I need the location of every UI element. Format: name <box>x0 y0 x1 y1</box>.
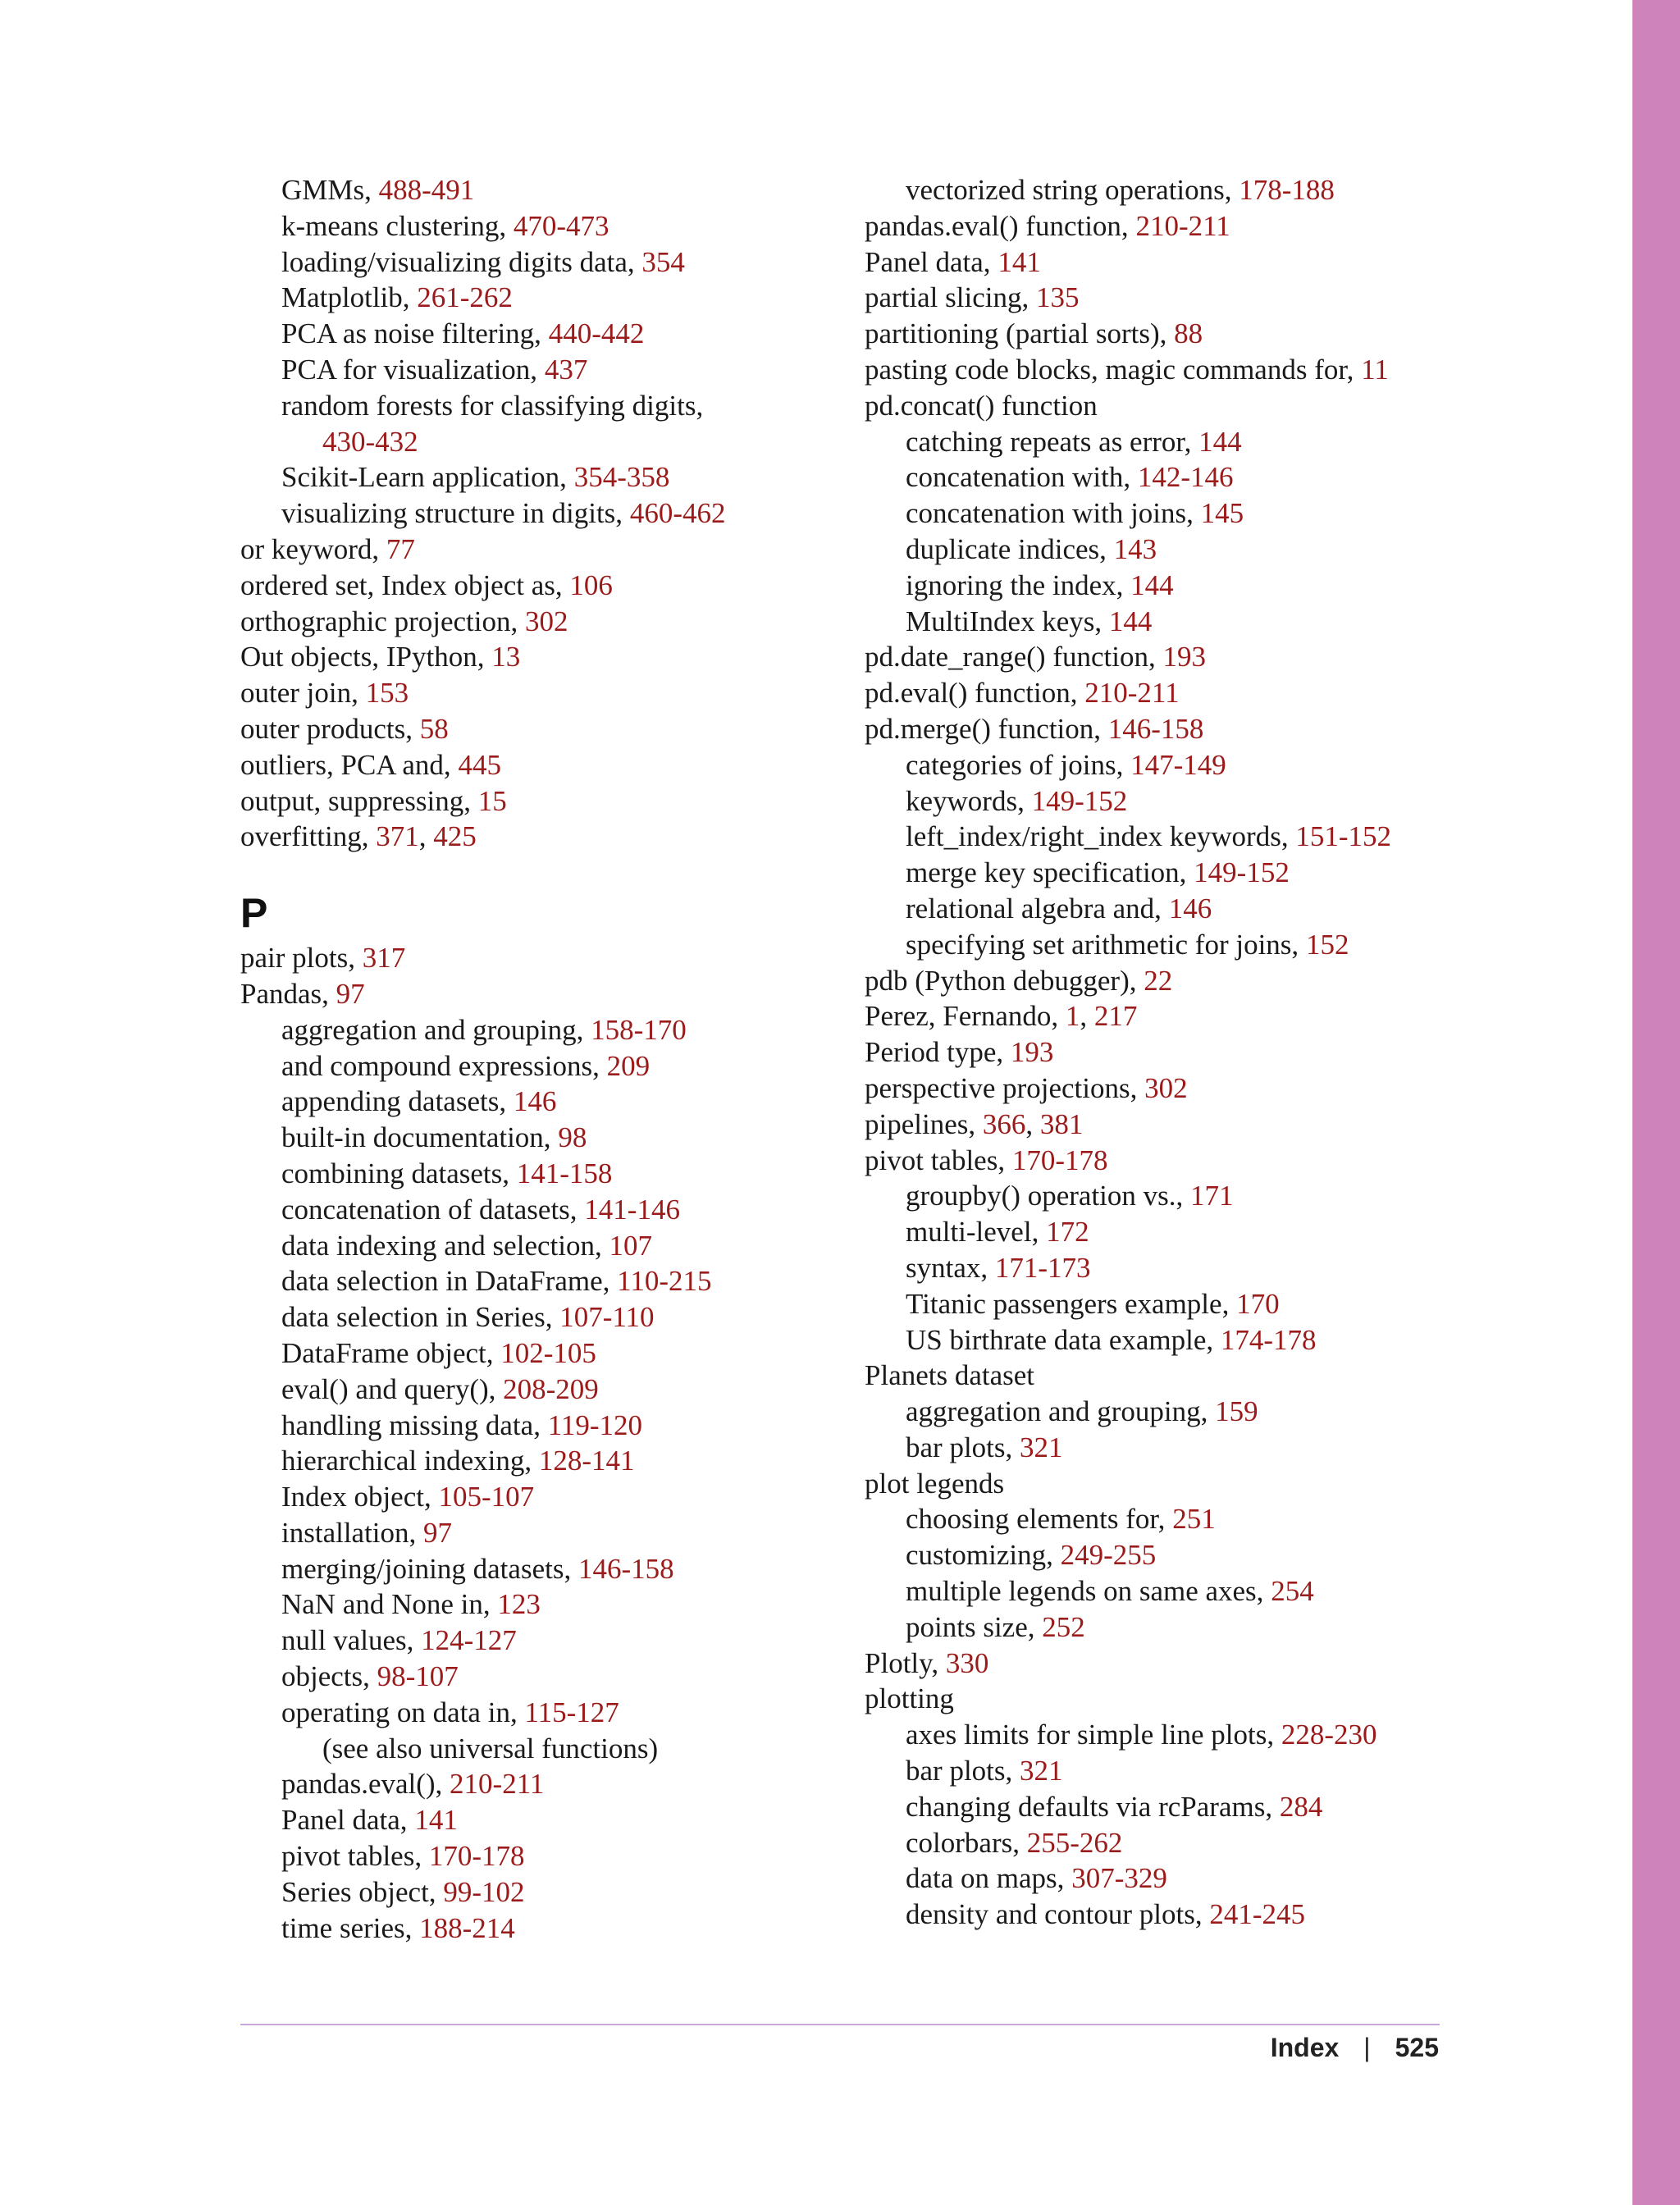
index-term: concatenation of datasets, <box>281 1193 585 1226</box>
page-reference-link[interactable]: 88 <box>1174 317 1203 350</box>
page-reference-link[interactable]: 178-188 <box>1239 174 1335 206</box>
index-term: outer products, <box>240 712 420 745</box>
page-reference-link[interactable]: 102-105 <box>500 1336 596 1369</box>
index-entry <box>865 1286 1455 1322</box>
page-reference-link[interactable]: 146 <box>513 1085 557 1118</box>
page-reference-link[interactable]: 146-158 <box>578 1552 674 1585</box>
index-entry <box>865 1825 1455 1861</box>
index-entry <box>240 352 831 388</box>
page-reference-link[interactable]: 141 <box>414 1804 458 1837</box>
page-reference-link[interactable]: 11 <box>1361 353 1389 386</box>
page-reference-link[interactable]: 170-178 <box>428 1840 525 1873</box>
index-term: operating on data in, <box>281 1696 525 1728</box>
index-term: aggregation and grouping, <box>906 1395 1216 1428</box>
page-reference-link[interactable]: 193 <box>1010 1036 1054 1069</box>
page-reference-link[interactable]: 171 <box>1190 1180 1234 1212</box>
page-reference-link[interactable]: 149-152 <box>1031 784 1128 817</box>
index-entry <box>865 532 1455 568</box>
index-term: MultiIndex keys, <box>906 605 1109 637</box>
page-reference-link[interactable]: 284 <box>1279 1790 1323 1823</box>
index-term: relational algebra and, <box>906 892 1169 924</box>
index-term: bar plots, <box>906 1431 1020 1463</box>
index-entry <box>240 1012 831 1048</box>
index-entry <box>240 1874 831 1911</box>
index-term: data selection in Series, <box>281 1301 560 1334</box>
index-entry <box>240 1838 831 1874</box>
index-entry <box>865 927 1455 963</box>
index-term: pd.concat() function <box>865 389 1098 422</box>
page-reference-link[interactable]: 261-262 <box>417 281 513 314</box>
index-term: data selection in DataFrame, <box>281 1265 618 1298</box>
index-term: pipelines, <box>865 1107 983 1140</box>
index-term: handling missing data, <box>281 1408 548 1441</box>
index-entry <box>240 1120 831 1156</box>
index-term: appending datasets, <box>281 1085 514 1118</box>
page-reference-link[interactable]: 77 <box>386 532 415 565</box>
index-entry <box>865 783 1455 819</box>
page-number: 525 <box>1395 2033 1439 2062</box>
index-term: (see also universal functions) <box>322 1732 659 1764</box>
index-entry <box>240 783 831 819</box>
index-term: random forests for classifying digits, <box>281 389 704 422</box>
index-entry <box>865 1071 1455 1107</box>
index-term: multi-level, <box>906 1216 1047 1249</box>
index-entry <box>240 604 831 640</box>
index-entry: pipelines, 366, 381 <box>865 1107 1084 1140</box>
page-reference-link[interactable]: 193 <box>1162 641 1206 673</box>
page-reference-link[interactable]: 437 <box>544 353 588 386</box>
page-reference-link[interactable]: 172 <box>1046 1216 1089 1249</box>
index-entry <box>240 639 831 675</box>
page-reference-link[interactable]: 152 <box>1305 928 1349 961</box>
index-term: DataFrame object, <box>281 1336 501 1369</box>
index-term: NaN and None in, <box>281 1588 498 1621</box>
index-term: density and contour plots, <box>906 1898 1210 1931</box>
index-term: concatenation with, <box>906 461 1138 494</box>
index-term: merging/joining datasets, <box>281 1552 578 1585</box>
index-entry <box>865 1573 1455 1609</box>
page-reference-link[interactable]: 141-158 <box>516 1157 613 1189</box>
index-term: or keyword, <box>240 532 386 565</box>
index-entry <box>865 1753 1455 1789</box>
index-entry <box>865 1322 1455 1358</box>
index-term: syntax, <box>906 1251 995 1284</box>
page-reference-link[interactable]: 144 <box>1108 605 1153 637</box>
index-term: changing defaults via rcParams, <box>906 1790 1280 1823</box>
index-entry <box>240 1731 831 1767</box>
index-entry <box>865 172 1455 208</box>
page-reference-link[interactable]: 366 <box>982 1107 1026 1140</box>
index-term: and compound expressions, <box>281 1049 607 1082</box>
index-term: Titanic passengers example, <box>906 1287 1237 1320</box>
index-column-left <box>240 172 831 1946</box>
index-entry <box>240 1766 831 1802</box>
page-reference-link[interactable]: 302 <box>524 605 568 637</box>
index-term: customizing, <box>906 1539 1061 1572</box>
index-term: loading/visualizing digits data, <box>281 245 642 278</box>
index-term: Planets dataset <box>865 1359 1035 1392</box>
index-term: orthographic projection, <box>240 605 525 637</box>
index-term: colorbars, <box>906 1826 1027 1859</box>
footer-rule <box>240 2024 1440 2025</box>
index-term: pd.eval() function, <box>865 677 1085 710</box>
index-term: catching repeats as error, <box>906 425 1199 458</box>
index-term: pivot tables, <box>281 1840 429 1873</box>
page-reference-link[interactable]: 210-211 <box>1135 209 1230 242</box>
index-term: Out objects, IPython, <box>240 641 492 673</box>
page-reference-link[interactable]: 354-358 <box>573 461 670 494</box>
page-reference-link[interactable]: 153 <box>365 677 409 710</box>
page-reference-link[interactable]: 149-152 <box>1194 856 1290 889</box>
index-entry <box>865 1466 1455 1502</box>
index-term: plotting <box>865 1682 954 1715</box>
index-term: GMMs, <box>281 174 379 206</box>
index-entry: overfitting, 371, 425 <box>240 820 477 853</box>
page-reference-link[interactable]: 208-209 <box>503 1372 599 1405</box>
footer-section-label: Index <box>1270 2033 1340 2062</box>
page-reference-link[interactable]: 147-149 <box>1130 748 1226 781</box>
page-reference-link[interactable]: 317 <box>362 942 406 975</box>
index-entry <box>865 424 1455 460</box>
page-reference-link[interactable]: 460-462 <box>629 497 726 530</box>
page-reference-link[interactable]: 13 <box>491 641 521 673</box>
index-term: pdb (Python debugger), <box>865 964 1144 997</box>
index-term: axes limits for simple line plots, <box>906 1719 1281 1751</box>
index-entry <box>240 675 831 711</box>
index-entry <box>240 459 831 495</box>
index-entry <box>240 1228 831 1264</box>
page-reference-link[interactable]: 22 <box>1144 964 1173 997</box>
index-entry: Perez, Fernando, 1, 217 <box>865 1000 1138 1033</box>
page-reference-link[interactable]: 144 <box>1198 425 1242 458</box>
index-term: aggregation and grouping, <box>281 1013 591 1046</box>
index-term: built-in documentation, <box>281 1121 559 1154</box>
page-reference-link[interactable]: 141-146 <box>584 1193 680 1226</box>
page-reference-link[interactable]: 354 <box>641 245 685 278</box>
index-term: Matplotlib, <box>281 281 418 314</box>
page-reference-link[interactable]: 302 <box>1144 1071 1188 1104</box>
index-entry <box>240 1911 831 1947</box>
index-entry <box>865 568 1455 604</box>
page-reference-link[interactable]: 135 <box>1035 281 1080 314</box>
index-entry <box>240 1048 831 1084</box>
index-entry <box>865 891 1455 927</box>
index-term: Series object, <box>281 1875 444 1908</box>
index-entry <box>240 747 831 783</box>
page-reference-link[interactable]: 158-170 <box>591 1013 687 1046</box>
index-term: pd.merge() function, <box>865 712 1108 745</box>
index-term: Period type, <box>865 1036 1011 1069</box>
index-entry <box>240 1335 831 1372</box>
index-term: perspective projections, <box>865 1071 1145 1104</box>
index-entry <box>240 940 831 976</box>
index-term: hierarchical indexing, <box>281 1445 539 1477</box>
index-term: Scikit-Learn application, <box>281 461 574 494</box>
index-entry <box>865 1358 1455 1394</box>
index-term: duplicate indices, <box>906 532 1114 565</box>
index-term: multiple legends on same axes, <box>906 1575 1271 1608</box>
index-term: overfitting, <box>240 820 377 853</box>
page-reference-link[interactable]: 255-262 <box>1026 1826 1123 1859</box>
index-entry <box>240 532 831 568</box>
index-entry <box>240 388 831 424</box>
index-term: ordered set, Index object as, <box>240 568 570 601</box>
page-reference-link[interactable]: 107-110 <box>559 1301 655 1334</box>
index-term: specifying set arithmetic for joins, <box>906 928 1306 961</box>
index-entry <box>240 1551 831 1587</box>
page-reference-link[interactable]: 488-491 <box>378 174 475 206</box>
index-term: Plotly, <box>865 1646 946 1679</box>
index-term: combining datasets, <box>281 1157 517 1189</box>
index-entry <box>865 1897 1455 1933</box>
index-term: ignoring the index, <box>906 568 1131 601</box>
page-reference-link[interactable]: 321 <box>1020 1755 1063 1787</box>
page-reference-link[interactable]: 171-173 <box>994 1251 1091 1284</box>
index-entry <box>240 1443 831 1479</box>
page-reference-link[interactable]: 381 <box>1039 1107 1084 1140</box>
page-reference-link[interactable]: 97 <box>423 1516 453 1549</box>
index-entry <box>865 1143 1455 1179</box>
index-term: Perez, Fernando, <box>865 1000 1066 1033</box>
index-entry <box>865 1501 1455 1537</box>
index-entry <box>865 675 1455 711</box>
index-term: pandas.eval(), <box>281 1768 450 1801</box>
index-term: objects, <box>281 1660 377 1693</box>
index-column-right <box>865 172 1455 1933</box>
page-reference-link[interactable]: 110-215 <box>617 1265 712 1298</box>
page-reference-link[interactable]: 249-255 <box>1060 1539 1157 1572</box>
index-term: visualizing structure in digits, <box>281 497 630 530</box>
index-entry <box>240 1156 831 1192</box>
index-entry <box>865 1214 1455 1250</box>
index-term: k-means clustering, <box>281 209 514 242</box>
page-reference-link[interactable]: 58 <box>419 712 449 745</box>
section-heading: P <box>240 890 268 937</box>
index-entry <box>865 1789 1455 1825</box>
page-reference-link[interactable]: 470-473 <box>513 209 609 242</box>
index-entry <box>240 208 831 244</box>
page-reference-link[interactable]: 425 <box>433 820 477 853</box>
index-entry <box>865 855 1455 891</box>
index-term: partial slicing, <box>865 281 1036 314</box>
page-reference-link[interactable]: 445 <box>458 748 501 781</box>
index-term: installation, <box>281 1516 424 1549</box>
index-term: bar plots, <box>906 1755 1020 1787</box>
index-term: eval() and query(), <box>281 1372 504 1405</box>
page-reference-link[interactable]: 97 <box>336 977 365 1010</box>
page-reference-link[interactable]: 330 <box>945 1646 989 1679</box>
page-reference-link[interactable]: 141 <box>998 245 1041 278</box>
page-reference-link[interactable]: 119-120 <box>547 1408 643 1441</box>
index-entry <box>240 1372 831 1408</box>
page-reference-link[interactable]: 430-432 <box>322 425 418 458</box>
index-entry <box>240 1802 831 1838</box>
page-reference-link[interactable]: 321 <box>1020 1431 1063 1463</box>
page-reference-link[interactable]: 252 <box>1042 1610 1085 1643</box>
index-entry <box>240 172 831 208</box>
index-entry <box>865 1646 1455 1682</box>
index-entry <box>865 316 1455 352</box>
index-entry <box>240 244 831 281</box>
page-reference-link[interactable]: 1 <box>1065 1000 1080 1033</box>
page-reference-link[interactable]: 371 <box>376 820 419 853</box>
index-entry <box>865 1860 1455 1897</box>
index-entry <box>865 747 1455 783</box>
index-term: pasting code blocks, magic commands for, <box>865 353 1362 386</box>
index-term: null values, <box>281 1624 422 1657</box>
page-reference-link[interactable]: 241-245 <box>1209 1898 1306 1931</box>
index-entry <box>240 1479 831 1515</box>
index-entry <box>865 459 1455 495</box>
index-entry <box>865 280 1455 316</box>
page-reference-link[interactable]: 210-211 <box>1084 677 1180 710</box>
index-entry <box>240 1408 831 1444</box>
page-reference-link[interactable]: 159 <box>1215 1395 1258 1428</box>
index-entry <box>865 1609 1455 1646</box>
page-reference-link[interactable]: 188-214 <box>419 1911 515 1944</box>
page-reference-link[interactable]: 170 <box>1236 1287 1280 1320</box>
index-term: points size, <box>906 1610 1043 1643</box>
thumb-index-tab <box>1632 0 1680 2205</box>
index-entry <box>240 1695 831 1731</box>
index-term: PCA as noise filtering, <box>281 317 549 350</box>
index-term: pair plots, <box>240 942 363 975</box>
index-entry <box>865 1178 1455 1214</box>
index-entry <box>865 819 1455 855</box>
index-entry <box>865 1394 1455 1430</box>
page-reference-link[interactable]: 228-230 <box>1281 1719 1377 1751</box>
index-term: vectorized string operations, <box>906 174 1239 206</box>
page-reference-link[interactable]: 251 <box>1172 1503 1216 1536</box>
page-reference-link[interactable]: 174-178 <box>1220 1323 1317 1356</box>
index-term: pandas.eval() function, <box>865 209 1136 242</box>
index-term: outer join, <box>240 677 366 710</box>
page-reference-link[interactable]: 99-102 <box>443 1875 525 1908</box>
page-reference-link[interactable]: 106 <box>569 568 613 601</box>
index-entry <box>240 424 831 460</box>
page-reference-link[interactable]: 144 <box>1130 568 1174 601</box>
index-entry <box>865 1250 1455 1286</box>
index-term: left_index/right_index keywords, <box>906 820 1296 853</box>
index-entry <box>240 1299 831 1335</box>
index-term: data indexing and selection, <box>281 1229 609 1262</box>
footer-separator: | <box>1363 2033 1371 2062</box>
page-reference-link[interactable]: 307-329 <box>1071 1862 1167 1895</box>
index-term: categories of joins, <box>906 748 1131 781</box>
page-reference-link[interactable]: 98-107 <box>377 1660 459 1693</box>
index-entry <box>865 352 1455 388</box>
page-reference-link[interactable]: 145 <box>1200 497 1244 530</box>
index-term: PCA for visualization, <box>281 353 545 386</box>
index-entry <box>240 976 831 1012</box>
index-entry <box>240 1659 831 1695</box>
index-term: Panel data, <box>281 1804 415 1837</box>
index-entry <box>865 1681 1455 1717</box>
page-reference-link[interactable]: 143 <box>1113 532 1157 565</box>
page-footer <box>1271 2033 1439 2063</box>
page-reference-link[interactable]: 151-152 <box>1295 820 1391 853</box>
page-reference-link[interactable]: 209 <box>606 1049 651 1082</box>
index-term: groupby() operation vs., <box>906 1180 1191 1212</box>
index-entry <box>865 1717 1455 1753</box>
index-term: choosing elements for, <box>906 1503 1173 1536</box>
page-reference-link[interactable]: 170-178 <box>1011 1144 1108 1176</box>
index-entry <box>240 1263 831 1299</box>
index-term: pd.date_range() function, <box>865 641 1163 673</box>
index-entry <box>865 711 1455 747</box>
page-reference-link[interactable]: 217 <box>1093 1000 1138 1033</box>
index-term: US birthrate data example, <box>906 1323 1221 1356</box>
index-term: output, suppressing, <box>240 784 478 817</box>
index-entry <box>865 639 1455 675</box>
index-term: time series, <box>281 1911 420 1944</box>
index-term: plot legends <box>865 1467 1005 1500</box>
index-entry <box>240 495 831 532</box>
index-entry <box>865 244 1455 281</box>
index-entry <box>240 1586 831 1623</box>
index-entry <box>865 495 1455 532</box>
index-term: keywords, <box>906 784 1032 817</box>
page-reference-link[interactable]: 124-127 <box>421 1624 517 1657</box>
page-reference-link[interactable]: 142-146 <box>1137 461 1234 494</box>
index-entry <box>865 1430 1455 1466</box>
index-term: outliers, PCA and, <box>240 748 459 781</box>
index-term: Panel data, <box>865 245 998 278</box>
index-entry <box>865 1034 1455 1071</box>
page-reference-link[interactable]: 254 <box>1271 1575 1314 1608</box>
index-term: merge key specification, <box>906 856 1194 889</box>
page-reference-link[interactable]: 105-107 <box>438 1481 535 1513</box>
index-entry <box>240 280 831 316</box>
index-entry <box>240 1623 831 1659</box>
page-reference-link[interactable]: 128-141 <box>538 1445 635 1477</box>
page-reference-link[interactable]: 115-127 <box>524 1696 619 1728</box>
index-term: Pandas, <box>240 977 336 1010</box>
index-entry <box>865 963 1455 999</box>
index-entry <box>865 208 1455 244</box>
page-reference-link[interactable]: 15 <box>477 784 507 817</box>
page-reference-link[interactable]: 98 <box>558 1121 587 1154</box>
index-term: concatenation with joins, <box>906 497 1201 530</box>
index-entry <box>240 1084 831 1120</box>
index-entry <box>240 568 831 604</box>
index-entry <box>865 1537 1455 1573</box>
page-reference-link[interactable]: 146-158 <box>1107 712 1204 745</box>
index-term: partitioning (partial sorts), <box>865 317 1175 350</box>
index-entry <box>240 316 831 352</box>
index-entry <box>240 1515 831 1551</box>
page-reference-link[interactable]: 107 <box>609 1229 652 1262</box>
page-reference-link[interactable]: 210-211 <box>450 1768 545 1801</box>
page-reference-link[interactable]: 146 <box>1168 892 1212 924</box>
index-entry <box>240 711 831 747</box>
index-entry <box>240 1192 831 1228</box>
page-reference-link[interactable]: 440-442 <box>548 317 645 350</box>
index-term: pivot tables, <box>865 1144 1012 1176</box>
index-entry <box>865 388 1455 424</box>
index-term: Index object, <box>281 1481 439 1513</box>
page-reference-link[interactable]: 123 <box>497 1588 541 1621</box>
index-term: data on maps, <box>906 1862 1072 1895</box>
index-entry <box>865 604 1455 640</box>
